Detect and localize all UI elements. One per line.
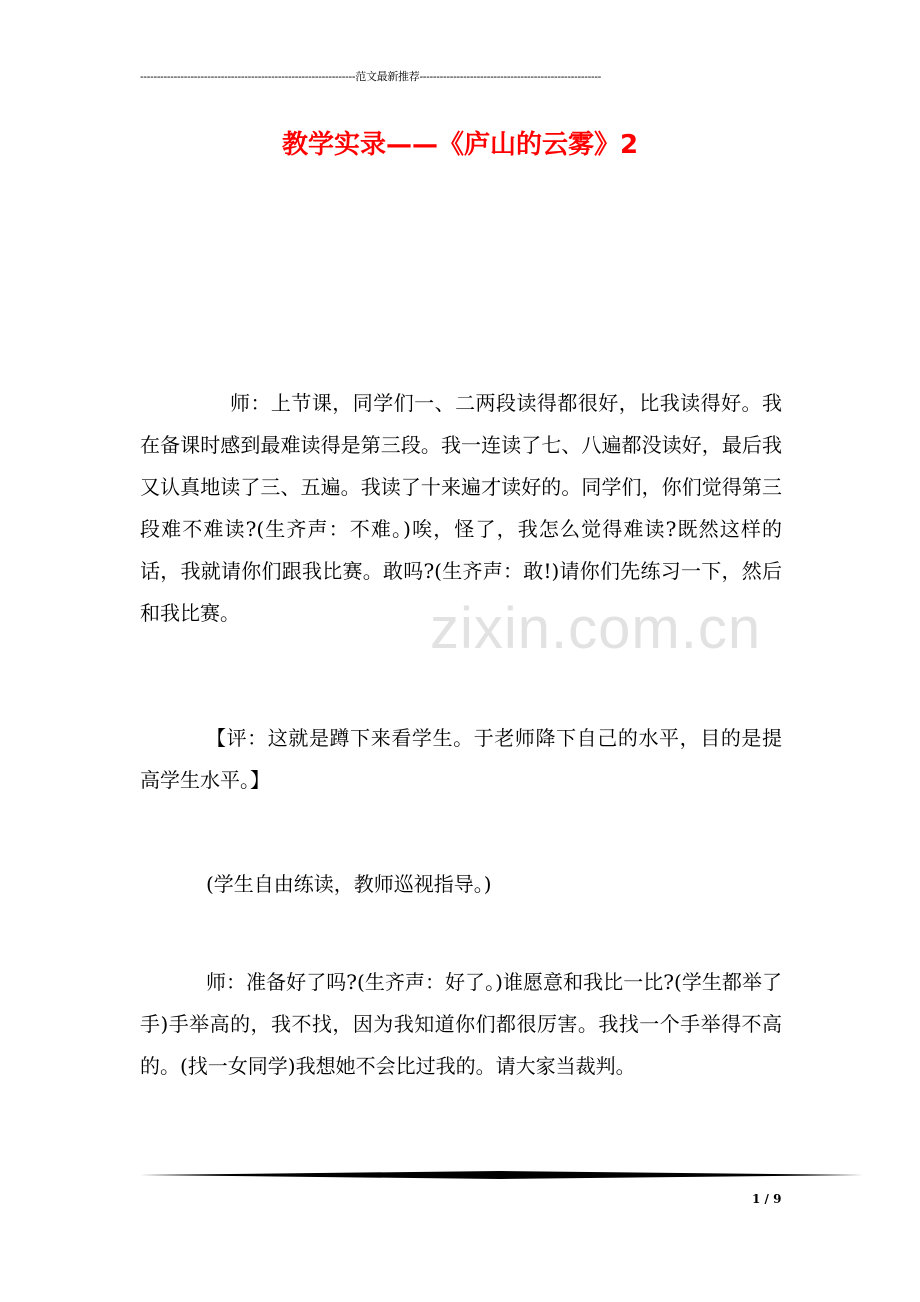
- watermark: zixin.com.cn: [430, 596, 762, 661]
- page-number: 1 / 9: [752, 1192, 782, 1206]
- footer-divider: [140, 1170, 863, 1180]
- paragraph-teacher-intro: 师：上节课，同学们一、二两段读得都很好，比我读得好。我在备课时感到最难读得是第三段。我一连读了七、八遍都没读好，最后我又认真地读了三、五遍。我读了十来遍才读好的。同学们，你们觉得第三段难不难读?(生齐声：不难。)唉，怪了，我怎么觉得难读?既然这样的话，我就请你们跟我比赛。敢吗?(生齐声：敢!)请你们先练习一下，然后和我比赛。: [140, 391, 782, 625]
- paragraph-student-practice: (学生自由练读，教师巡视指导。): [206, 872, 492, 896]
- paragraph-teacher-challenge: 师：准备好了吗?(生齐声：好了。)谁愿意和我比一比?(学生都举了手)手举高的，我不找，因为我知道你们都很厉害。我找一个手举得不高的。(找一女同学)我想她不会比过我的。请大家当裁判。: [140, 970, 782, 1078]
- document-title: 教学实录——《庐山的云雾》2: [281, 130, 639, 160]
- header-banner: ----------------------------------------------------------------范文最新推荐------------------------------------------------------: [140, 71, 602, 83]
- paragraph-comment: 【评：这就是蹲下来看学生。于老师降下自己的水平，目的是提高学生水平。】: [140, 726, 782, 792]
